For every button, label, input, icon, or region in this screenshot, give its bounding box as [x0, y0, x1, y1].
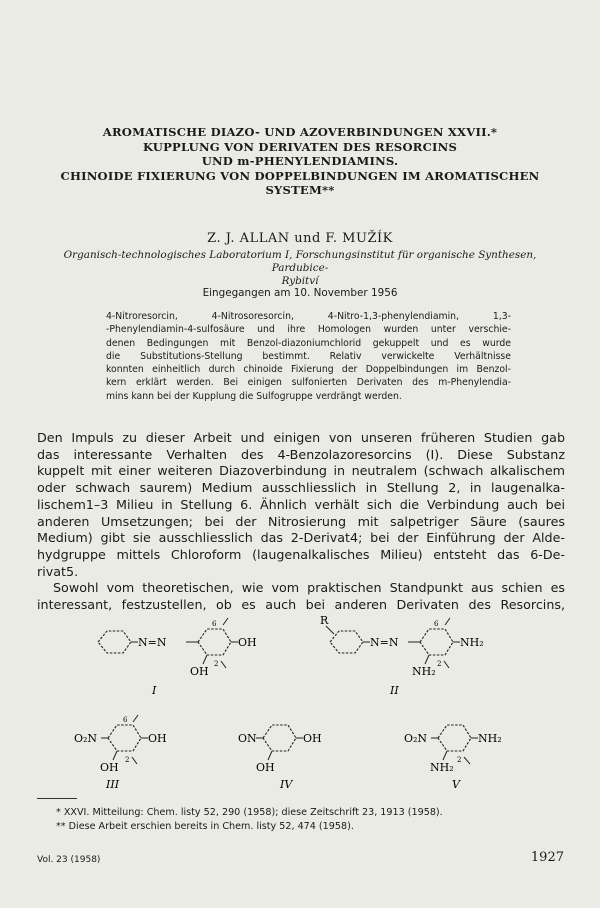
structure-III-right: OH [148, 732, 167, 745]
structure-II-left: N=N [370, 636, 399, 649]
structure-V-bottom: NH₂ [430, 761, 454, 774]
structure-III-pos6: 6 [123, 716, 128, 724]
body-line: lischem1–3 Milieu in Stellung 6. Ähnlich verhält sich die Verbindung auch bei [37, 496, 565, 512]
structure-IV-left: ON [238, 732, 257, 745]
structure-II-drawing [318, 612, 528, 697]
structure-V-drawing [400, 712, 540, 792]
volume-label: Vol. 23 (1958) [37, 855, 101, 865]
received-date: Eingegangen am 10. November 1956 [202, 287, 398, 299]
affiliation [40, 249, 560, 288]
structure-III-drawing [70, 712, 190, 792]
footnote-rule [37, 798, 77, 799]
structure-II-pos2: 2 [437, 660, 442, 668]
structure-II-bottom: NH₂ [412, 665, 436, 678]
structure-I [90, 612, 270, 701]
page-number: 1927 [530, 850, 564, 865]
structure-II-pos6: 6 [434, 620, 439, 628]
structure-IV-label: IV [280, 778, 293, 791]
structure-I-drawing [90, 612, 270, 697]
title-line: KUPPLUNG VON DERIVATEN DES RESORCINS [142, 139, 458, 154]
footnote: ** Diese Arbeit erschien bereits in Chem. listy 52, 474 (1958). [56, 820, 354, 832]
body-line: interessant, festzustellen, ob es auch bei anderen Derivaten des Resorcins, [37, 597, 565, 613]
structure-V-left: O₂N [404, 732, 428, 745]
affiliation-line: Organisch-technologisches Laboratorium I, Forschungsinstitut für organische Synthesen, Pardubice- [63, 249, 537, 274]
title-line: AROMATISCHE DIAZO- UND AZOVERBINDUNGEN XXVII.* [102, 125, 498, 139]
abstract-line: mins kann bei der Kupplung die Sulfogruppe verdrängt werden. [106, 390, 402, 402]
title-line: CHINOIDE FIXIERUNG VON DOPPELBINDUNGEN IM AROMATISCHEN [60, 168, 540, 183]
structure-I-left: N=N [138, 636, 167, 649]
structure-V-pos2: 2 [457, 756, 462, 764]
abstract-line: 4-Nitroresorcin, 4-Nitrosoresorcin, 4-Nitro-1,3-phenylendiamin, 1,3- [106, 311, 511, 322]
structure-I-right: OH [238, 636, 257, 649]
body-line: Den Impuls zu dieser Arbeit und einigen von unseren früheren Studien gab [37, 430, 565, 445]
structure-III-bottom: OH [100, 761, 119, 774]
footnotes [56, 806, 566, 833]
article-title [30, 125, 570, 198]
body-line: Sowohl vom theoretischen, wie vom praktischen Standpunkt aus schien es [53, 580, 565, 596]
structure-II-right: NH₂ [460, 636, 484, 649]
structure-I-bottom: OH [190, 665, 209, 678]
body-line: oder schwach saurem) Medium ausschliesslich in Stellung 2, in laugenalka- [37, 480, 565, 496]
structure-IV-bottom: OH [256, 761, 275, 774]
abstract-line: die Substitutions-Stellung bestimmt. Relativ verwickelte Verhältnisse [106, 350, 511, 362]
body-line: anderen Umsetzungen; bei der Nitrosierung mit salpetriger Säure (saures [37, 513, 565, 529]
structure-I-pos6: 6 [212, 620, 217, 628]
structure-V-right: NH₂ [478, 732, 502, 745]
title-line: SYSTEM** [265, 183, 335, 198]
abstract-line: kern erklärt werden. Bei einigen sulfonierten Derivaten des m-Phenylendia- [106, 377, 511, 389]
structure-III-pos2: 2 [125, 756, 130, 764]
body-line: kuppelt mit einer weiteren Diazoverbindung in neutralem (schwach alkalischem [37, 463, 565, 479]
affiliation-line: Rybitví [281, 275, 319, 287]
structure-I-label: I [152, 684, 157, 697]
abstract [106, 310, 511, 403]
structure-III-label: III [106, 778, 120, 791]
structure-II [318, 612, 528, 701]
abstract-line: denen Bedingungen mit Benzol-diazoniumchlorid gekuppelt und es wurde [106, 337, 511, 349]
title-line: UND m-PHENYLENDIAMINS. [201, 154, 399, 169]
structure-IV-right: OH [303, 732, 322, 745]
abstract-line: konnten einheitlich durch chinoide Fixierung der Doppelbindungen im Benzol- [106, 364, 511, 376]
body-line: Medium) gibt sie ausschliesslich das 2-Derivat4; bei der Einführung der Alde- [37, 530, 565, 546]
structure-III-left: O₂N [74, 732, 98, 745]
authors: Z. J. ALLAN und F. MUŽÍK [207, 231, 393, 246]
structure-V-label: V [452, 778, 460, 791]
structure-II-substituent: R [320, 614, 329, 627]
body-text [37, 430, 565, 614]
footnote: * XXVI. Mitteilung: Chem. listy 52, 290 (1958); diese Zeitschrift 23, 1913 (1958). [56, 807, 443, 818]
structure-IV-drawing [230, 712, 340, 792]
structure-III [70, 712, 190, 796]
structure-II-label: II [390, 684, 399, 697]
structure-V [400, 712, 540, 796]
body-line: hydgruppe mittels Chloroform (laugenalkalisches Milieu) entsteht das 6-De- [37, 546, 565, 562]
structure-IV [230, 712, 340, 796]
body-line: rivat5. [37, 563, 79, 579]
structure-I-pos2: 2 [214, 660, 219, 668]
abstract-line: -Phenylendiamin-4-sulfosäure und ihre Homologen wurden unter verschie- [106, 324, 511, 336]
body-line: das interessante Verhalten des 4-Benzolazoresorcins (I). Diese Substanz [37, 446, 565, 462]
